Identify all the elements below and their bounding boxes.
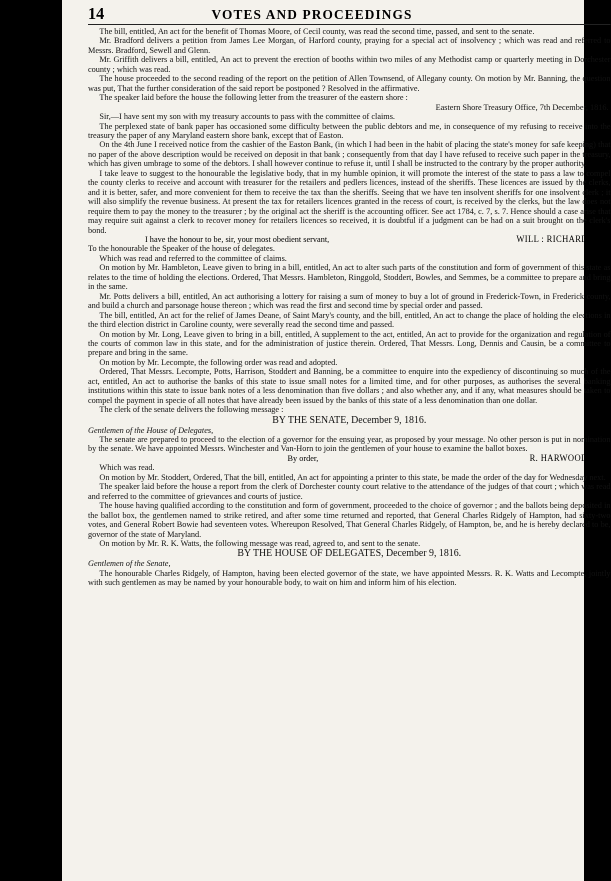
paragraph: Which was read and referred to the committee of claims.	[99, 252, 287, 263]
letter-closing: I have the honour to be, sir, your most obedient servant,	[145, 233, 330, 244]
running-title: VOTES AND PROCEEDINGS	[211, 8, 413, 23]
house-message-salutation: Gentlemen of the Senate,	[88, 558, 171, 569]
paragraph: Which was read.	[99, 462, 155, 473]
house-message-body: The honourable Charles Ridgely, of Hampton, having been elected governor of the state, we have appointed Messrs. R. K. Watts and Lecompte, jointly with such gentlemen as may be named by your honourable body, to wait on him and inform him of his election.	[88, 567, 611, 588]
letter-dateline: Eastern Shore Treasury Office, 7th December, 1816.	[435, 101, 609, 112]
letter-paragraph: On the 4th June I received notice from the cashier of the Easton Bank, (in which I had been in the habit of placing the state's money for safe keeping) that no paper of the above description would be received on deposit in that bank ; consequently from that day I have refused to receive such paper in the treasury, which has given umbrage to some of the debtors. I shall however continue to refuse it, until I shall be instructed to the contrary by the proper authority.	[88, 139, 611, 169]
paragraph: On motion by Mr. R. K. Watts, the following message was read, agreed to, and sent to the senate.	[99, 538, 421, 549]
paragraph: The house having qualified according to the constitution and form of government, proceeded to the choice of governor ; and the ballots being deposited in the ballot box, the gentlemen named to strike retired, and after some time returned and reported, that General Charles Ridgely of Hampton, had sixty-two votes, and General Robert Bowie had seventeen votes. Whereupon Resolved, That General Charles Ridgely, of Hampton, be, and he is hereby declared to be, governor of the state of Maryland.	[88, 500, 611, 539]
letter-paragraph: The perplexed state of bank paper has occasioned some difficulty between the public debtors and me, in consequence of my refusing to receive into the treasury the paper of any Maryland eastern shore bank, except that of Easton.	[88, 120, 611, 140]
paragraph: On motion by Mr. Stoddert, Ordered, That the bill, entitled, An act for appointing a printer to this state, be made the order of the day for Wednesday next.	[99, 471, 606, 482]
document-page	[62, 0, 611, 881]
letter-addressee: To the honourable the Speaker of the house of delegates.	[88, 243, 275, 254]
paragraph: On motion by Mr. Hambleton, Leave given to bring in a bill, entitled, An act to alter such parts of the constitution and form of government of this state as relates to the time of holding the elections. Ordered, That Messrs. Hambleton, Ringgold, Stoddert, Bowles, and Semmes, be a committee to prepare and bring in the same.	[88, 262, 611, 292]
senate-message-heading: BY THE SENATE, December 9, 1816.	[272, 414, 427, 426]
paragraph: On motion by Mr. Lecompte, the following order was read and adopted.	[99, 356, 338, 367]
paragraph: On motion by Mr. Long, Leave given to bring in a bill, entitled, A supplement to the act, entitled, An act to provide for the organization and regulation of the courts of common law in this state, and for the administration of justice therein. Ordered, That Messrs. Long, Dennis and Causin, be a committee to prepare and bring in the same.	[88, 328, 611, 358]
senate-message-body: The senate are prepared to proceed to the election of a governor for the ensuing year, as proposed by your message. No other person is put in nomination by the senate. We have appointed Messrs. Winchester and Van-Horn to join the gentlemen of your house to examine the ballot boxes.	[88, 434, 611, 454]
senate-signature: R. HARWOOD, Clk.	[529, 452, 609, 463]
paragraph: Ordered, That Messrs. Lecompte, Potts, Harrison, Stoddert and Banning, be a committee to enquire into the expediency of discontinuing so much of the act, entitled, An act to authorise the banks of this state to issue small notes for a limited time, and for other purposes, as authorises the several banking institutions within this state to issue bank notes of a less denomination than five dollars ; and also whether any, and if any, what measures should be taken to compel the payment in specie of all notes that have already been issued by the banks of this state of a less denomination than one dollar.	[88, 366, 611, 405]
paragraph: The bill, entitled, An act for the relief of James Deane, of Saint Mary's county, and the bill, entitled, An act to change the place of holding the elections in the third election district in Caroline county, were severally read the second time and passed.	[88, 309, 611, 330]
paragraph: The bill, entitled, An act for the benefit of Thomas Moore, of Cecil county, was read the second time, passed, and sent to the senate.	[99, 26, 535, 36]
paragraph: Mr. Potts delivers a bill, entitled, An act authorising a lottery for raising a sum of money to buy a lot of ground in Frederick-Town, in Frederick county, and build a church and parsonage house thereon ; which was read the first and second time by special order and passed.	[88, 290, 611, 311]
page-content	[88, 4, 611, 588]
letter-paragraph: Sir,—I have sent my son with my treasury accounts to pass with the committee of claims.	[99, 111, 395, 122]
page-number: 14	[88, 4, 105, 23]
letter-signature: WILL : RICHARDSON.	[516, 233, 609, 244]
page-header	[88, 4, 611, 25]
paragraph: Mr. Bradford delivers a petition from James Lee Morgan, of Harford county, praying for a special act of insolvency ; which was read and referred to Messrs. Bradford, Sewell and Glenn.	[88, 35, 611, 55]
paragraph: The house proceeded to the second reading of the report on the petition of Allen Townsend, of Allegany county. On motion by Mr. Banning, the question was put, That the further consideration of the said report be postponed ? Resolved in the affirmative.	[88, 73, 611, 93]
senate-message-salutation: Gentlemen of the House of Delegates,	[88, 424, 214, 435]
senate-message-signature-line	[88, 454, 611, 463]
letter-paragraph: I take leave to suggest to the honourable the legislative body, that in my humble opinion, it will promote the interest of the state to pass a law to compel the county clerks to receive and account with treasurer for the retailers and pedlers licences, instead of the sheriffs. These licences are issued by the clerks, and it is better, safer, and more convenient for them to receive the tax than the sheriffs. Seeing that we have ten insolvent sheriffs for one insolvent clerk ; it will also simplify the revenue business. At present the tax for retailers licences granted in the recess of court, is received by the clerks, but the law does not require them to pay the money to the treasurer ; by the original act the sheriff is the accounting officer. See act 1784, c. 7, s. 7. Hence should a case arise that may require suit against a clerk to recover money for retailers licences so received, it is doubtful if a judgment can be had on a suit brought on the clerk's bond.	[88, 167, 611, 235]
house-message-heading: BY THE HOUSE OF DELEGATES, December 9, 1816.	[237, 548, 462, 560]
paragraph: Mr. Griffith delivers a bill, entitled, An act to prevent the erection of booths within two miles of any Methodist camp or quarterly meeting in Dorchester county ; which was read.	[88, 54, 611, 74]
paragraph: The speaker laid before the house the following letter from the treasurer of the eastern shore :	[99, 92, 408, 103]
senate-by-order: By order,	[287, 452, 319, 463]
paragraph: The clerk of the senate delivers the following message :	[99, 404, 284, 415]
paragraph: The speaker laid before the house a report from the clerk of Dorchester county court relative to the attendance of the judges of that court ; which was read and referred to the committee of grievances and courts of justice.	[88, 481, 611, 501]
